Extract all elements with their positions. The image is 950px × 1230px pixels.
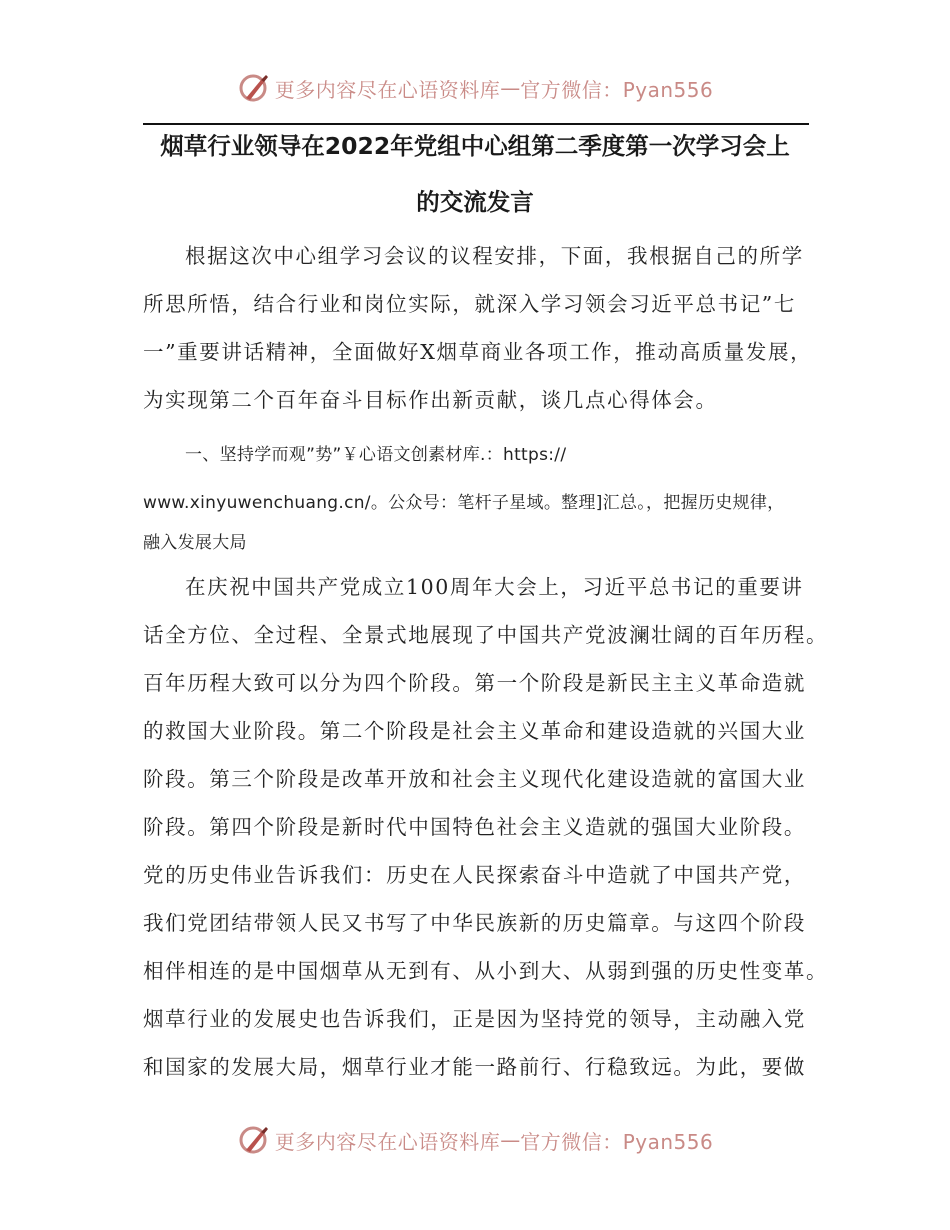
banner-separator: — xyxy=(500,76,521,100)
document-title-line-2: 的交流发言 xyxy=(416,188,534,216)
body-line: 烟草行业的发展史也告诉我们，正是因为坚持党的领导，主动融入党 xyxy=(143,1007,806,1031)
body-line: 百年历程大致可以分为四个阶段。第一个阶段是新民主主义革命造就 xyxy=(143,671,806,695)
body-line: 的救国大业阶段。第二个阶段是社会主义革命和建设造就的兴国大业 xyxy=(143,719,806,743)
body-line: 所思所悟，结合行业和岗位实际，就深入学习领会习近平总书记”七 xyxy=(143,292,796,316)
section-heading-line: www.xinyuwenchuang.cn/。公众号：笔杆子星域。整理]汇总。，把握历史规律， xyxy=(143,493,785,513)
body-line: 为实现第二个百年奋斗目标作出新贡献，谈几点心得体会。 xyxy=(143,388,718,412)
footer-banner xyxy=(0,1120,950,1160)
banner-contact: 官方微信：Pyan556 xyxy=(520,1129,714,1154)
document-title-line-1: 烟草行业领导在2022年党组中心组第二季度第一次学习会上 xyxy=(160,132,790,160)
banner-contact: 官方微信：Pyan556 xyxy=(520,77,714,102)
header-banner xyxy=(0,68,950,108)
body-line: 和国家的发展大局，烟草行业才能一路前行、行稳致远。为此，要做 xyxy=(143,1055,806,1079)
body-line: 相伴相连的是中国烟草从无到有、从小到大、从弱到强的历史性变革。 xyxy=(143,959,829,983)
header-rule xyxy=(143,123,809,125)
section-heading-line: 一、坚持学而观”势”￥心语文创素材库.：https:// xyxy=(185,445,567,465)
pen-logo-icon xyxy=(237,1123,271,1157)
banner-separator: — xyxy=(500,1128,521,1152)
pen-logo-icon xyxy=(237,71,271,105)
banner-text: 更多内容尽在心语资料库 xyxy=(274,1129,501,1154)
body-line: 阶段。第三个阶段是改革开放和社会主义现代化建设造就的富国大业 xyxy=(143,767,806,791)
body-line: 在庆祝中国共产党成立100周年大会上，习近平总书记的重要讲 xyxy=(185,575,804,599)
body-line: 话全方位、全过程、全景式地展现了中国共产党波澜壮阔的百年历程。 xyxy=(143,623,829,647)
body-line: 我们党团结带领人民又书写了中华民族新的历史篇章。与这四个阶段 xyxy=(143,911,806,935)
banner-text: 更多内容尽在心语资料库 xyxy=(274,77,501,102)
body-line: 党的历史伟业告诉我们：历史在人民探索奋斗中造就了中国共产党， xyxy=(143,863,806,887)
section-heading-line: 融入发展大局 xyxy=(143,533,247,553)
body-line: 一”重要讲话精神，全面做好X烟草商业各项工作，推动高质量发展， xyxy=(143,340,813,364)
body-line: 根据这次中心组学习会议的议程安排，下面，我根据自己的所学 xyxy=(185,244,804,268)
body-line: 阶段。第四个阶段是新时代中国特色社会主义造就的强国大业阶段。 xyxy=(143,815,806,839)
